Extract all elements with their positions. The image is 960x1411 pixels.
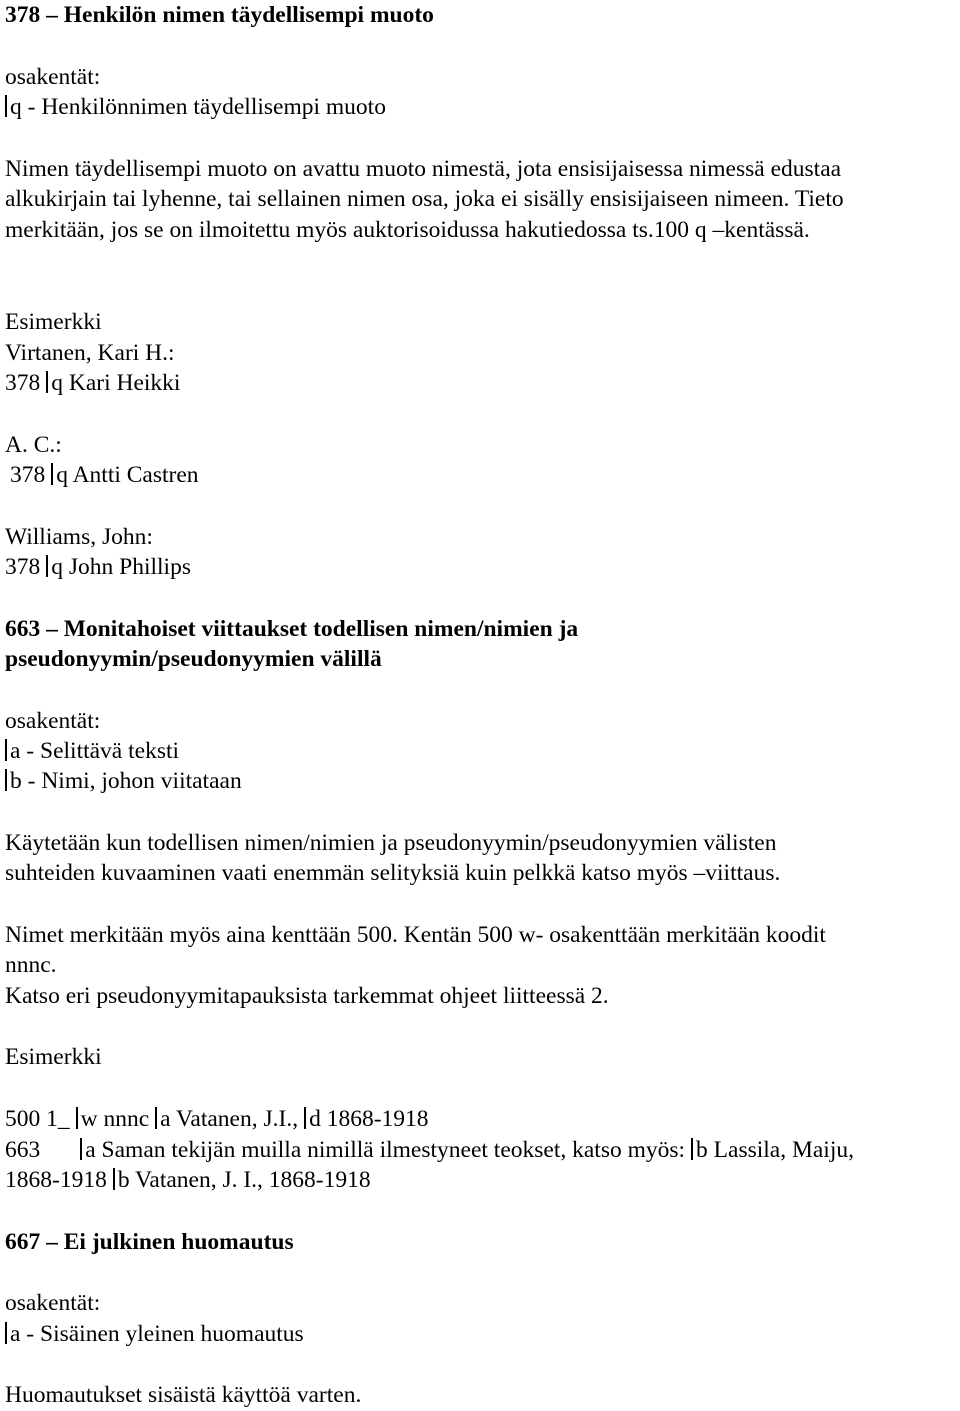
subfield-separator-icon bbox=[691, 1138, 693, 1160]
example-663-line-continued bbox=[5, 1165, 371, 1196]
section-663-note-line-2: nnnc. bbox=[5, 952, 57, 978]
subfield-b: b Lassila, Maiju, bbox=[696, 1137, 854, 1163]
section-667-description: Huomautukset sisäistä käyttöä varten. bbox=[5, 1382, 362, 1408]
example-name-1: Virtanen, Kari H.: bbox=[5, 340, 175, 366]
example-500-line bbox=[5, 1104, 429, 1135]
subfield-separator-icon bbox=[113, 1168, 115, 1190]
subfield-separator-icon bbox=[5, 739, 7, 761]
field-value: q Antti Castren bbox=[56, 462, 199, 488]
field-value: q Kari Heikki bbox=[51, 370, 181, 396]
subfield-separator-icon bbox=[155, 1107, 157, 1129]
subfield-separator-icon bbox=[46, 371, 48, 393]
example-field-1 bbox=[5, 368, 180, 399]
subfield-separator-icon bbox=[5, 1322, 7, 1344]
subfield-d: d 1868-1918 bbox=[309, 1106, 429, 1132]
field-tag: 663 bbox=[5, 1137, 41, 1163]
subfield-w: w nnnc bbox=[80, 1106, 150, 1132]
section-378-description-line-1: Nimen täydellisempi muoto on avattu muoto nimestä, jota ensisijaisessa nimessä edustaa bbox=[5, 156, 842, 182]
section-663-heading-line-2: pseudonyymin/pseudonyymien välillä bbox=[5, 646, 382, 672]
subfield-b: b Vatanen, J. I., 1868-1918 bbox=[117, 1167, 371, 1193]
subfield-a-text: a - Sisäinen yleinen huomautus bbox=[10, 1321, 304, 1347]
subfield-separator-icon bbox=[46, 555, 48, 577]
field-tag: 378 bbox=[5, 554, 41, 580]
date-range: 1868-1918 bbox=[5, 1167, 107, 1193]
subfield-separator-icon bbox=[76, 1107, 78, 1129]
field-tag: 500 1_ bbox=[5, 1106, 70, 1132]
subfield-a-text: a - Selittävä teksti bbox=[10, 738, 180, 764]
section-378-description-line-2: alkukirjain tai lyhenne, tai sellainen nimen osa, joka ei sisälly ensisijaiseen nimeen. Tieto bbox=[5, 186, 844, 212]
section-667-heading: 667 – Ei julkinen huomautus bbox=[5, 1229, 294, 1255]
section-378-example-label: Esimerkki bbox=[5, 309, 102, 335]
subfield-separator-icon bbox=[80, 1138, 82, 1160]
example-field-3 bbox=[5, 552, 191, 583]
section-663-note-line-3: Katso eri pseudonyymitapauksista tarkemmat ohjeet liitteessä 2. bbox=[5, 983, 609, 1009]
section-663-subfield-b bbox=[5, 766, 242, 797]
subfield-separator-icon bbox=[5, 95, 7, 117]
section-378-subfield-q bbox=[5, 92, 386, 123]
subfield-separator-icon bbox=[304, 1107, 306, 1129]
subfield-b-text: b - Nimi, johon viitataan bbox=[10, 768, 242, 794]
section-378-description-line-3: merkitään, jos se on ilmoitettu myös auktorisoidussa hakutiedossa ts.100 q –kentässä. bbox=[5, 217, 810, 243]
subfield-separator-icon bbox=[5, 769, 7, 791]
example-663-line bbox=[5, 1135, 854, 1166]
section-667-subfields-label: osakentät: bbox=[5, 1290, 101, 1316]
subfield-q-text: q - Henkilönnimen täydellisempi muoto bbox=[10, 94, 386, 120]
section-378-subfields-label: osakentät: bbox=[5, 64, 101, 90]
section-663-note-line-1: Nimet merkitään myös aina kenttään 500. Kentän 500 w- osakenttään merkitään koodit bbox=[5, 922, 826, 948]
section-663-example-label: Esimerkki bbox=[5, 1044, 102, 1070]
subfield-a: a Saman tekijän muilla nimillä ilmestyneet teokset, katso myös: bbox=[85, 1137, 686, 1163]
field-tag: 378 bbox=[5, 370, 41, 396]
example-field-2 bbox=[10, 460, 199, 491]
section-667-subfield-a bbox=[5, 1319, 304, 1350]
section-663-subfields-label: osakentät: bbox=[5, 708, 101, 734]
subfield-separator-icon bbox=[51, 463, 53, 485]
example-name-3: Williams, John: bbox=[5, 524, 153, 550]
section-663-description-line-2: suhteiden kuvaaminen vaati enemmän selityksiä kuin pelkkä katso myös –viittaus. bbox=[5, 860, 781, 886]
section-378-heading: 378 – Henkilön nimen täydellisempi muoto bbox=[5, 2, 434, 28]
section-663-subfield-a bbox=[5, 736, 179, 767]
field-value: q John Phillips bbox=[51, 554, 191, 580]
example-name-2: A. C.: bbox=[5, 432, 62, 458]
field-tag: 378 bbox=[10, 462, 46, 488]
subfield-a: a Vatanen, J.I., bbox=[160, 1106, 299, 1132]
section-663-heading-line-1: 663 – Monitahoiset viittaukset todellisen nimen/nimien ja bbox=[5, 616, 579, 642]
section-663-description-line-1: Käytetään kun todellisen nimen/nimien ja pseudonyymin/pseudonyymien välisten bbox=[5, 830, 777, 856]
